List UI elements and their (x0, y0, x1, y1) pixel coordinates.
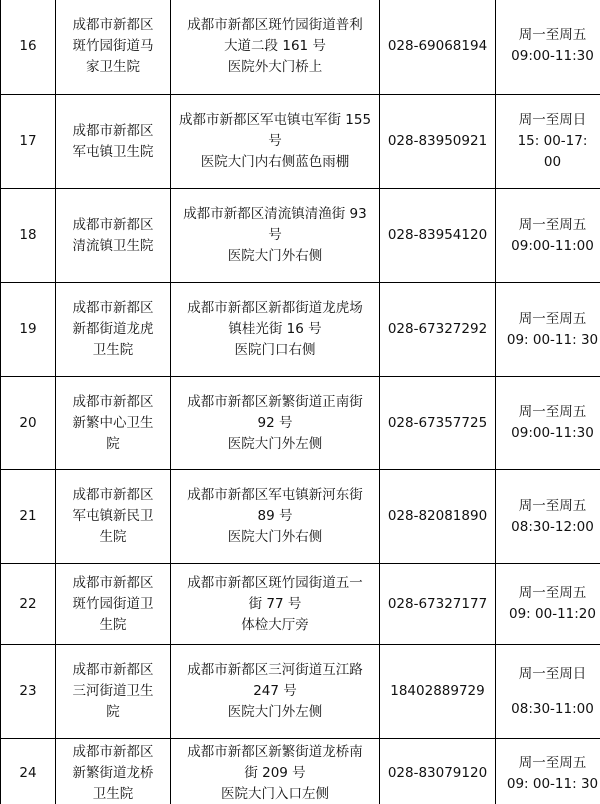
clinic-name-line: 卫生院 (92, 342, 134, 358)
service-time: 08:30-11:00 (511, 700, 594, 717)
table-row (1, 283, 600, 377)
clinic-address (171, 645, 380, 739)
clinic-name (56, 189, 171, 283)
service-days: 周一至周五 (518, 497, 587, 514)
row-number: 17 (1, 95, 56, 189)
address-line: 街 209 号 (244, 765, 306, 781)
service-hours (496, 95, 600, 189)
service-time: 08:30-12:00 (511, 518, 594, 535)
clinic-name-line: 成都市新都区 (72, 393, 154, 410)
phone-number: 028-67327177 (380, 564, 496, 645)
address-line: 成都市新都区新繁街道龙桥南 (187, 744, 363, 760)
row-number: 23 (1, 645, 56, 739)
clinic-name-line: 卫生院 (92, 786, 134, 802)
address-line: 医院大门外右侧 (227, 529, 323, 545)
phone-number: 028-67357725 (380, 377, 496, 470)
service-time: 09:00-11:30 (511, 425, 594, 441)
clinic-address (171, 95, 380, 189)
service-hours (496, 645, 600, 739)
table-row (1, 645, 600, 739)
address-line: 医院大门内右侧蓝色雨棚 (200, 154, 350, 170)
clinic-name-line: 成都市新都区 (72, 122, 154, 139)
phone-number: 028-83950921 (380, 95, 496, 189)
service-days: 周一至周五 (518, 310, 587, 327)
phone-number: 18402889729 (380, 645, 496, 739)
clinic-address (171, 0, 380, 95)
service-hours (496, 564, 600, 645)
address-line: 成都市新都区军屯镇屯军街 155 (178, 112, 372, 128)
service-time: 09: 00-11: 30 (506, 775, 599, 792)
clinic-name-line: 军屯镇卫生院 (72, 143, 154, 160)
clinic-address (171, 189, 380, 283)
service-hours (496, 0, 600, 95)
phone-number: 028-82081890 (380, 470, 496, 564)
clinic-name-line: 军屯镇新民卫 (72, 508, 154, 524)
address-line: 成都市新都区新都街道龙虎场 (187, 300, 363, 316)
phone-number: 028-83079120 (380, 739, 496, 804)
clinic-name (56, 564, 171, 645)
row-number: 22 (1, 564, 56, 645)
phone-number: 028-83954120 (380, 189, 496, 283)
clinic-name-line: 院 (106, 435, 120, 452)
table-row (1, 189, 600, 283)
clinic-address (171, 283, 380, 377)
table-row (1, 95, 600, 189)
address-line: 成都市新都区军屯镇新河东街 (187, 487, 363, 503)
phone-number: 028-67327292 (380, 283, 496, 377)
clinic-name (56, 283, 171, 377)
service-time: 09: 00-11:20 (509, 606, 596, 622)
row-number: 24 (1, 739, 56, 804)
clinic-name-line: 斑竹园街道马 (72, 37, 154, 54)
clinic-name (56, 95, 171, 189)
clinic-name-line: 院 (106, 704, 120, 720)
service-time: 00 (543, 154, 562, 170)
service-hours (496, 377, 600, 470)
table-body (1, 0, 600, 804)
clinic-name-line: 成都市新都区 (72, 574, 154, 591)
address-line: 成都市新都区斑竹园街道普利 (187, 16, 363, 33)
table-row (1, 564, 600, 645)
address-line: 街 77 号 (248, 595, 302, 612)
row-number: 18 (1, 189, 56, 283)
row-number: 21 (1, 470, 56, 564)
clinic-name-line: 新繁中心卫生 (72, 414, 154, 431)
service-hours (496, 283, 600, 377)
address-line: 号 (268, 227, 282, 243)
clinic-name-line: 生院 (99, 529, 127, 545)
clinic-name-line: 新繁街道龙桥 (72, 765, 154, 781)
phone-number: 028-69068194 (380, 0, 496, 95)
table-row (1, 0, 600, 95)
table-row (1, 377, 600, 470)
address-line: 医院大门入口左侧 (221, 786, 329, 802)
table-row (1, 470, 600, 564)
clinic-name-line: 成都市新都区 (72, 300, 154, 316)
row-number: 19 (1, 283, 56, 377)
clinic-name (56, 470, 171, 564)
clinic-name-line: 成都市新都区 (72, 662, 154, 678)
address-line: 92 号 (257, 414, 293, 431)
address-line: 成都市新都区三河街道互江路 (187, 662, 363, 678)
address-line: 成都市新都区新繁街道正南街 (187, 393, 363, 410)
clinic-address (171, 470, 380, 564)
address-line: 成都市新都区斑竹园街道五一 (187, 574, 363, 591)
service-hours (496, 470, 600, 564)
address-line: 大道二段 161 号 (224, 37, 326, 54)
service-time: 09:00-11:30 (511, 48, 594, 64)
clinic-name (56, 377, 171, 470)
address-line: 号 (268, 133, 282, 149)
address-line: 89 号 (257, 508, 293, 524)
table-row (1, 739, 600, 804)
clinic-name-line: 新都街道龙虎 (72, 321, 154, 337)
clinic-name (56, 0, 171, 95)
clinic-address (171, 739, 380, 804)
clinic-name (56, 739, 171, 804)
service-days: 周一至周日 (518, 112, 587, 128)
address-line: 医院大门外右侧 (227, 248, 323, 264)
address-line: 医院大门外左侧 (227, 435, 323, 452)
address-line: 医院外大门桥上 (227, 58, 323, 75)
address-line: 医院大门外左侧 (227, 704, 323, 720)
service-time: 09: 00-11: 30 (506, 331, 599, 348)
service-time: 15: 00-17: (517, 133, 588, 149)
clinic-name-line: 成都市新都区 (72, 16, 154, 33)
clinic-name-line: 家卫生院 (86, 58, 140, 75)
clinic-name-line: 成都市新都区 (72, 744, 154, 760)
hours-spacer (500, 685, 600, 699)
address-line: 体检大厅旁 (241, 616, 309, 633)
service-time: 09:00-11:00 (511, 237, 594, 254)
clinic-name-line: 生院 (99, 616, 127, 633)
service-days: 周一至周五 (518, 216, 587, 233)
clinic-address (171, 564, 380, 645)
clinic-name-line: 成都市新都区 (72, 487, 154, 503)
clinic-name-line: 清流镇卫生院 (72, 237, 154, 254)
service-days: 周一至周五 (518, 754, 587, 771)
address-line: 医院门口右侧 (234, 342, 316, 358)
service-days: 周一至周五 (518, 404, 587, 420)
service-days: 周一至周五 (518, 27, 587, 43)
service-hours (496, 739, 600, 804)
clinic-name-line: 成都市新都区 (72, 216, 154, 233)
address-line: 镇桂光街 16 号 (228, 321, 322, 337)
row-number: 16 (1, 0, 56, 95)
service-hours (496, 189, 600, 283)
clinic-name (56, 645, 171, 739)
service-days: 周一至周五 (518, 585, 587, 601)
address-line: 成都市新都区清流镇清渔街 93 (183, 206, 367, 222)
clinic-name-line: 三河街道卫生 (72, 683, 154, 699)
clinic-name-line: 斑竹园街道卫 (72, 595, 154, 612)
row-number: 20 (1, 377, 56, 470)
service-days: 周一至周日 (518, 665, 587, 682)
address-line: 247 号 (253, 683, 297, 699)
clinic-address (171, 377, 380, 470)
